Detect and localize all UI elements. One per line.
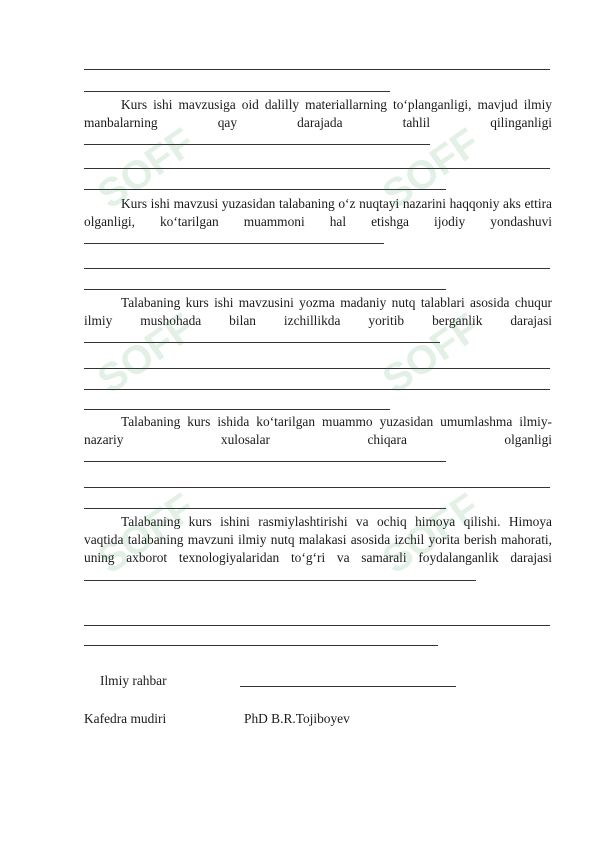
criterion-text: Kurs ishi mavzusi yuzasidan talabaning o‘z nuqtayi nazarini haqqoniy aks ettira olganligi, ko‘tarilgan muammoni hal etishga ijodiy yondashuvi xyxy=(84,196,552,230)
fill-line xyxy=(84,508,446,509)
fill-line xyxy=(84,132,430,145)
fill-line xyxy=(84,69,550,70)
watermark-text: SOFF xyxy=(374,485,488,583)
signature-line xyxy=(240,686,456,687)
fill-line xyxy=(84,409,390,410)
fill-line xyxy=(84,91,390,92)
fill-line xyxy=(84,189,446,190)
criterion-text: Talabaning kurs ishida ko‘tarilgan muammo yuzasidan umumlashma ilmiy-nazariy xulosalar chiqara olganligi xyxy=(84,414,552,448)
fill-line xyxy=(84,330,440,343)
criterion-paragraph-5 xyxy=(84,513,552,586)
fill-line xyxy=(84,389,550,390)
head-of-department-name: PhD B.R.Tojiboyev xyxy=(244,711,350,726)
criterion-text: Talabaning kurs ishini rasmiylashtirishi va ochiq himoya qilishi. Himoya vaqtida talabaning mavzuni ilmiy nutq malakasi asosida izchil yorita berish mahorati, uning axborot texnologiyalaridan to‘g‘ri va samarali foydalanganlik darajasi xyxy=(84,514,552,566)
fill-line xyxy=(84,289,446,290)
fill-line xyxy=(84,645,438,646)
fill-line xyxy=(84,487,550,488)
watermark-text: SOFF xyxy=(374,305,488,403)
criterion-paragraph-3 xyxy=(84,294,552,349)
fill-line xyxy=(84,449,446,462)
criterion-paragraph-1 xyxy=(84,96,552,151)
watermark-text: SOFF xyxy=(89,485,203,583)
supervisor-label: Ilmiy rahbar xyxy=(100,673,167,688)
fill-line xyxy=(84,368,550,369)
fill-line xyxy=(84,231,384,244)
watermark-text: SOFF xyxy=(89,305,203,403)
head-of-department-label: Kafedra mudiri xyxy=(84,711,167,726)
criterion-text: Kurs ishi mavzusiga oid dalilly materiallarning to‘planganligi, mavjud ilmiy manbalarning qay darajada tahlil qilinganligi xyxy=(84,97,552,131)
fill-line xyxy=(84,568,476,581)
watermark-text: SOFF xyxy=(374,120,488,218)
fill-line xyxy=(84,168,550,169)
criterion-text: Talabaning kurs ishi mavzusini yozma madaniy nutq talablari asosida chuqur ilmiy mushohada bilan izchillikda yoritib berganlik darajasi xyxy=(84,295,552,329)
fill-line xyxy=(84,625,550,626)
fill-line xyxy=(84,268,550,269)
watermark-text: SOFF xyxy=(89,120,203,218)
criterion-paragraph-4 xyxy=(84,413,552,468)
criterion-paragraph-2 xyxy=(84,195,552,250)
